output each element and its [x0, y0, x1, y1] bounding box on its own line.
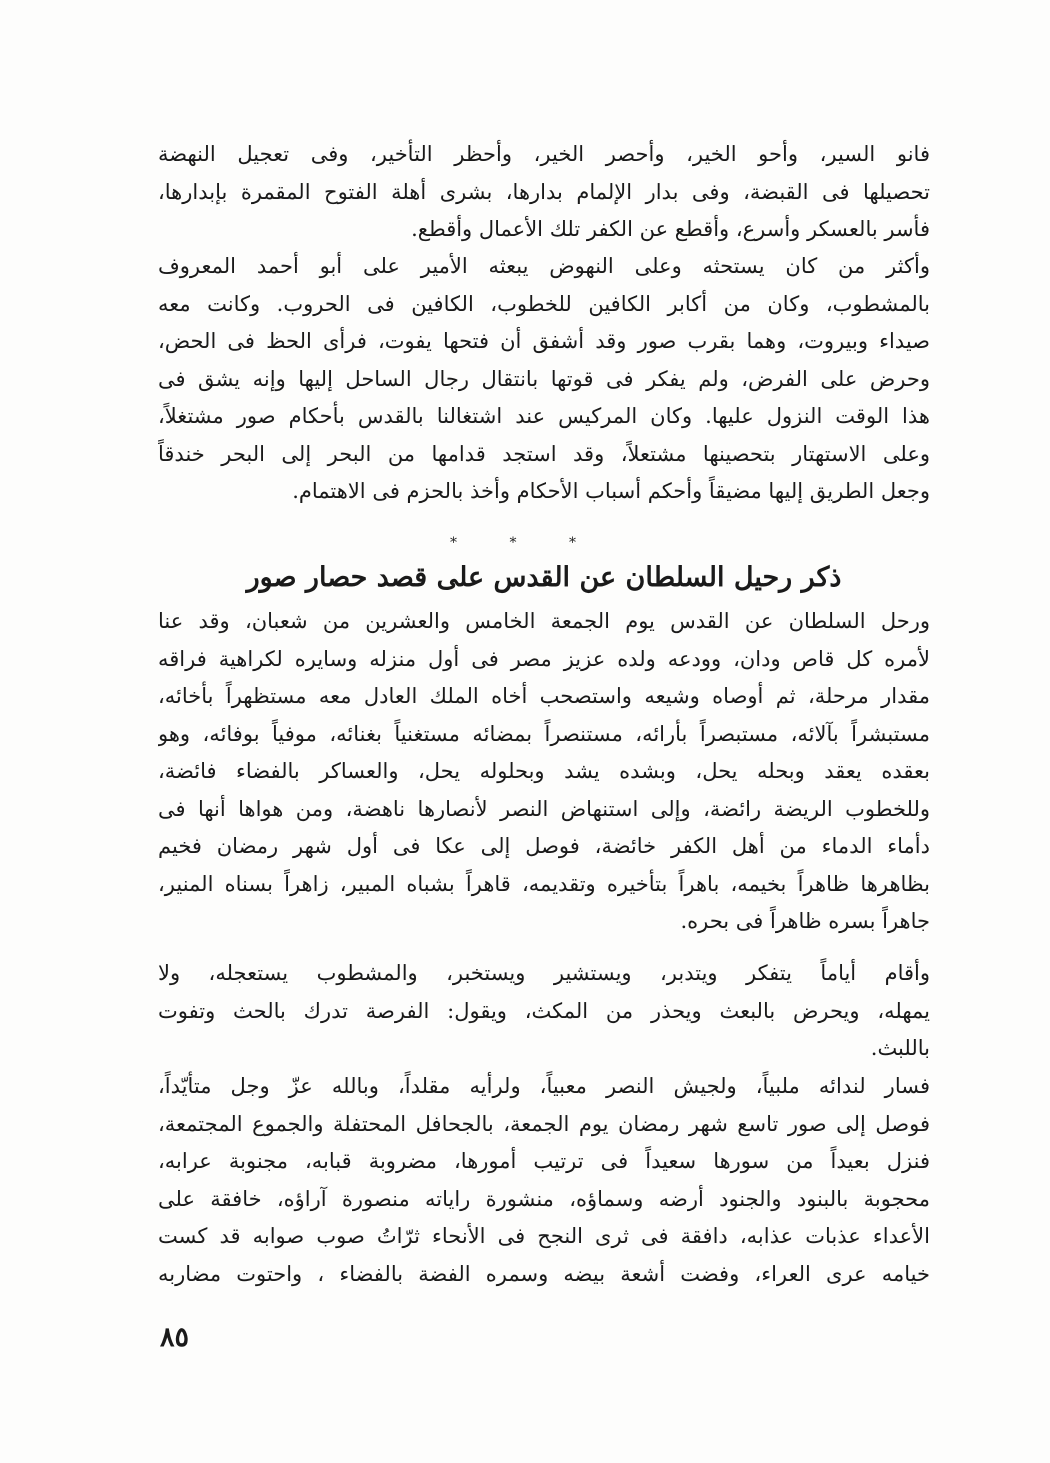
paragraph-line: فسار لندائه ملبياً، ولجيش النصر معبياً، ولرأيه مقلداً، وبالله عزّ وجل متأيّداً، [158, 1074, 930, 1098]
paragraph-line: وجعل الطريق إليها مضيقاً وأحكم أسباب الأحكام وأخذ بالحزم فى الاهتمام. [292, 479, 930, 503]
paragraph-line: فنزل بعيداً من سورها سعيداً فى ترتيب أمورها، مضروبة قبابه، مجنوبة عرابه، [158, 1149, 930, 1173]
paragraph-line: فوصل إلى صور تاسع شهر رمضان يوم الجمعة، بالجحافل المحتفلة والجموع المجتمعة، [158, 1111, 930, 1136]
section-separator: * * * [450, 535, 600, 551]
paragraph-line: تحصيلها فى القبضة، وفى بدار الإلمام بدارها، بشرى أهلة الفتوح المقمرة بإبدارها، [158, 179, 930, 204]
page-number: ٨٥ [160, 1322, 190, 1353]
paragraph-5 [158, 1068, 930, 1293]
paragraph-line: بظاهرها ظاهراً بخيمه، باهراً بتأخيره وتقديمه، قاهراً بشباه المبير، زاهراً بسناه المنير، [158, 871, 930, 896]
paragraph-4 [158, 955, 930, 1068]
paragraph-line: هذا الوقت النزول عليها. وكان المركيس عند اشتغالنا بالقدس بأحكام صور مشتغلاً، [158, 404, 930, 428]
paragraph-line: فانو السير، وأحو الخير، وأحصر الخير، وأحظر التأخير، وفى تعجيل النهضة [158, 142, 930, 166]
paragraph-line: وعلى الاستهتار بتحصينها مشتعلاً، وقد استجد قدامها من البحر إلى البحر خندقاً [158, 441, 930, 466]
paragraph-line: الأعداء عذبات عذابه، دافقة فى ثرى النجح فى الأنحاء ثرّاتُ صوب صوابه قد كست [158, 1224, 930, 1248]
section-heading: ذكر رحيل السلطان عن القدس على قصد حصار صور [246, 562, 842, 593]
paragraph-2 [158, 248, 930, 511]
paragraph-line: دأماء الدماء من أهل الكفر خائضة، فوصل إلى عكا فى أول شهر رمضان فخيم [158, 834, 930, 858]
paragraph-line: بعقده يعقد وبحله يحل، وبشده يشد وبحلوله يحل، والعساكر بالفضاء فائضة، [158, 759, 930, 783]
paragraph-line: فأسر بالعسكر وأسرع، وأقطع عن الكفر تلك الأعمال وأقطع. [411, 217, 930, 241]
paragraph-line: مستبشراً بآلائه، مستبصراً بأرائه، مستنصراً بمضائه مستغنياً بغنائه، موفياً بوفائه، وهو [158, 721, 930, 746]
paragraph-line: وللخطوب الريضة رائضة، وإلى استنهاض النصر لأنصارها ناهضة، ومن هواها أنها فى [158, 796, 930, 821]
paragraph-line: ورحل السلطان عن القدس يوم الجمعة الخامس والعشرين من شعبان، وقد عنا [158, 609, 930, 633]
paragraph-line: لأمره كل قاص ودان، وودعه ولده عزيز مصر فى أول منزله وسايره لكراهية فراقه [158, 646, 930, 671]
paragraph-line: صيداء وبيروت، وهما بقرب صور وقد أشفق أن فتحها يفوت، فرأى الحظ فى الحض، [158, 329, 930, 353]
paragraph-line: بالمشطوب، وكان من أكابر الكافين للخطوب، الكافين فى الحروب. وكانت معه [158, 291, 930, 316]
paragraph-line: يمهله، ويحرض بالبعث ويحذر من المكث، ويقول: الفرصة تدرك بالحث وتفوت [158, 998, 930, 1023]
paragraph-line: جاهراً بسره ظاهراً فى بحره. [680, 909, 930, 933]
paragraph-3 [158, 603, 930, 941]
paragraph-line: محجوبة بالبنود والجنود أرضه وسماؤه، منشورة راياته منصورة آراؤه، خافقة على [158, 1186, 930, 1211]
paragraph-line: وأكثر من كان يستحثه وعلى النهوض يبعثه الأمير على أبو أحمد المعروف [158, 254, 930, 278]
paragraph-1 [158, 136, 930, 249]
paragraph-line: مقدار مرحلة، ثم أوصاه وشيعه واستصحب أخاه الملك العادل معه مستظهراً بأخائه، [158, 684, 930, 708]
paragraph-line: باللبث. [870, 1036, 930, 1060]
paragraph-line: وحرض على الفرض، ولم يفكر فى قوتها بانتقال رجال الساحل إليها وإنه يشق فى [158, 366, 930, 391]
paragraph-line: خيامه عرى العراء، وفضت أشعة بيضه وسمره الفضة بالفضاء ، واحتوت مضاربه [158, 1261, 930, 1286]
paragraph-line: وأقام أياماً يتفكر ويتدبر، ويستشير ويستخبر، والمشطوب يستعجله، ولا [158, 961, 930, 985]
